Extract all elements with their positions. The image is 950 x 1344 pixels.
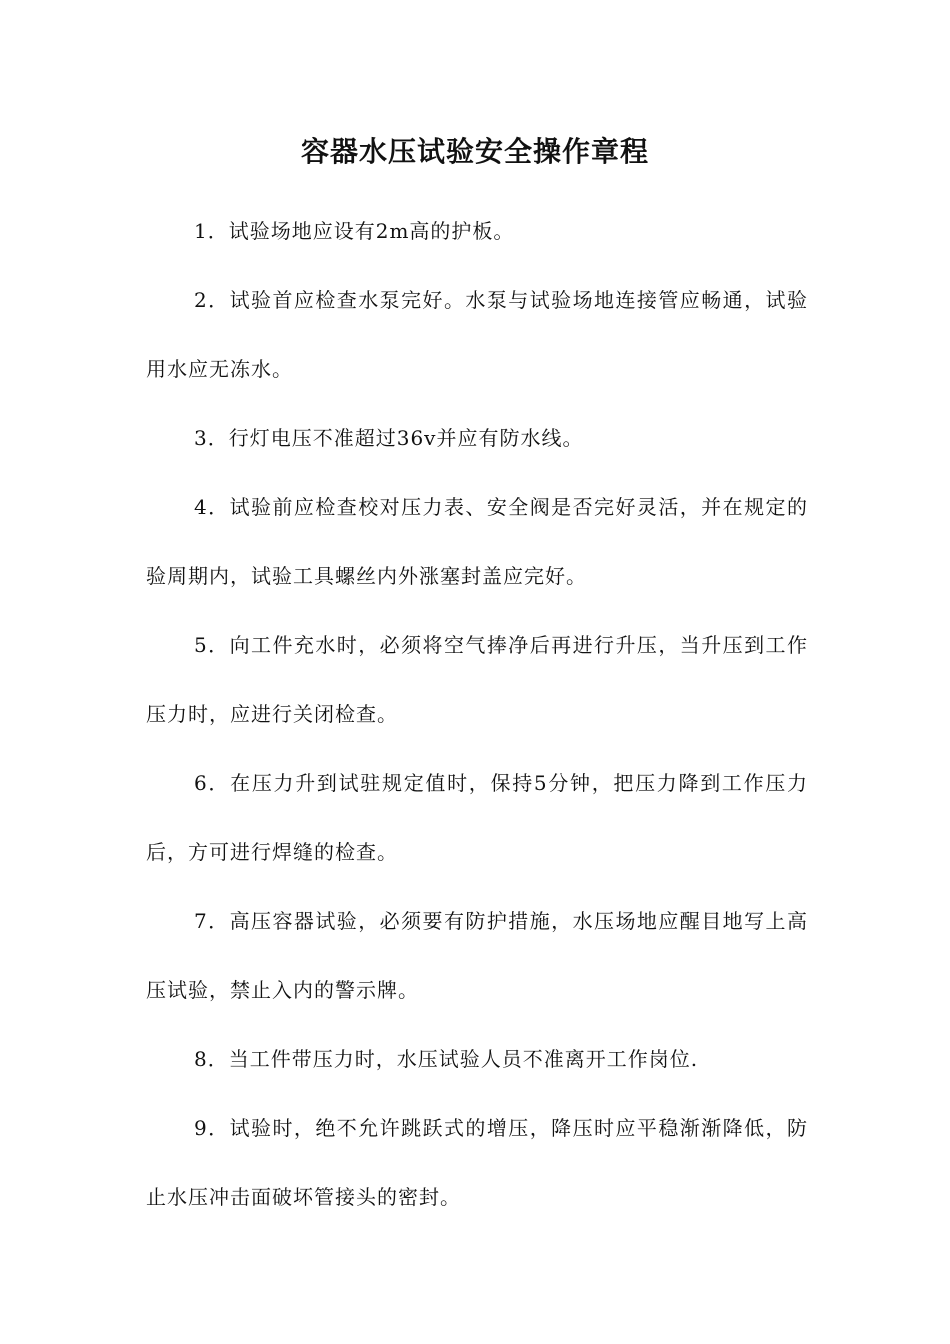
list-item-8: 8．当工件带压力时，水压试验人员不准离开工作岗位.	[194, 1047, 699, 1071]
list-item-7: 7．高压容器试验，必须要有防护措施，水压场地应醒目地写上高压试验，禁止入内的警示牌。	[146, 909, 808, 1002]
list-item-6: 6．在压力升到试驻规定值时，保持5分钟，把压力降到工作压力后，方可进行焊缝的检查。	[146, 771, 808, 864]
document-body	[146, 197, 808, 1232]
document-title: 容器水压试验安全操作章程	[300, 135, 649, 168]
list-item-9: 9．试验时，绝不允许跳跃式的增压，降压时应平稳渐渐降低，防止水压冲击面破坏管接头的密封。	[146, 1116, 808, 1209]
list-item-2: 2．试验首应检查水泵完好。水泵与试验场地连接管应畅通，试验用水应无冻水。	[146, 288, 808, 381]
list-item-1: 1．试验场地应设有2m高的护板。	[194, 219, 515, 243]
list-item-4: 4．试验前应检查校对压力表、安全阀是否完好灵活，并在规定的验周期内，试验工具螺丝内外涨塞封盖应完好。	[146, 495, 808, 588]
list-item-5: 5．向工件充水时，必须将空气捧净后再进行升压，当升压到工作压力时，应进行关闭检查。	[146, 633, 808, 726]
list-item-3: 3．行灯电压不准超过36v并应有防水线。	[194, 426, 584, 450]
